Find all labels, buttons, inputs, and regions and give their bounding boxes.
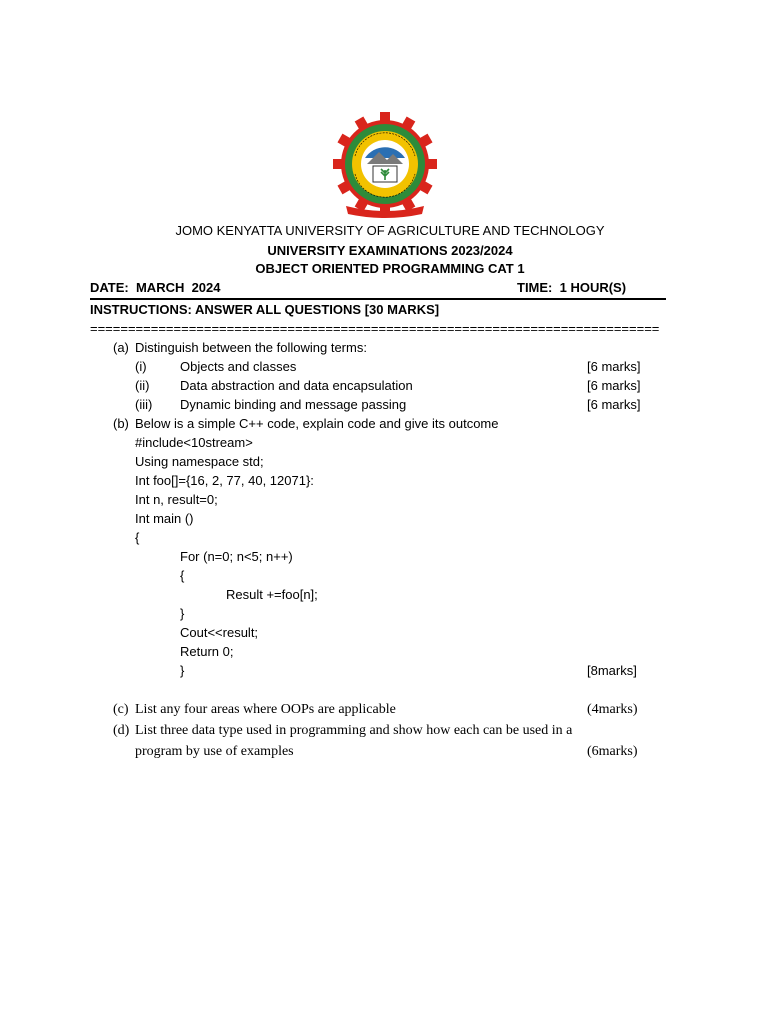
question-c-label: (c): [113, 702, 129, 717]
question-d-label: (d): [113, 723, 130, 738]
university-name: JOMO KENYATTA UNIVERSITY OF AGRICULTURE AND TECHNOLOGY: [175, 223, 605, 238]
question-c-text: List any four areas where OOPs are applicable: [135, 702, 396, 717]
code-line: }: [180, 663, 185, 678]
code-line: #include<10stream>: [135, 435, 253, 450]
code-line: Result +=foo[n];: [226, 587, 318, 602]
code-line: Using namespace std;: [135, 454, 264, 469]
code-line: For (n=0; n<5; n++): [180, 549, 293, 564]
code-line: Return 0;: [180, 644, 234, 659]
question-b-marks: [8marks]: [587, 663, 637, 678]
question-b-label: (b): [113, 416, 129, 431]
question-b-text: Below is a simple C++ code, explain code and give its outcome: [135, 416, 499, 431]
course-title: OBJECT ORIENTED PROGRAMMING CAT 1: [255, 261, 525, 276]
question-d-text-line1: List three data type used in programming and show how each can be used in a: [135, 723, 573, 738]
code-line: }: [180, 606, 185, 621]
code-line: Int n, result=0;: [135, 492, 218, 507]
code-line: Cout<<result;: [180, 625, 259, 640]
instructions: INSTRUCTIONS: ANSWER ALL QUESTIONS [30 MARKS]: [90, 302, 440, 317]
question-c-marks: (4marks): [587, 702, 638, 717]
question-a-text: Distinguish between the following terms:: [135, 340, 367, 355]
question-a-ii-text: Data abstraction and data encapsulation: [180, 378, 413, 393]
code-line: {: [135, 530, 140, 545]
university-logo: [330, 112, 440, 220]
exam-time: TIME: 1 HOUR(S): [517, 280, 627, 295]
separator-line: ===========================================================================: [90, 321, 660, 336]
question-a-ii-marks: [6 marks]: [587, 378, 641, 393]
code-line: {: [180, 568, 185, 583]
code-line: Int main (): [135, 511, 194, 526]
question-a-iii-num: (iii): [135, 397, 153, 412]
question-a-iii-marks: [6 marks]: [587, 397, 641, 412]
question-a-i-marks: [6 marks]: [587, 359, 641, 374]
question-d-text-line2: program by use of examples: [135, 744, 294, 759]
question-a-iii-text: Dynamic binding and message passing: [180, 397, 407, 412]
question-a-ii-num: (ii): [135, 378, 150, 393]
exam-title: UNIVERSITY EXAMINATIONS 2023/2024: [267, 243, 513, 258]
question-a-label: (a): [113, 340, 129, 355]
question-a-i-text: Objects and classes: [180, 359, 297, 374]
header-rule: [90, 298, 666, 300]
code-line: Int foo[]={16, 2, 77, 40, 12071}:: [135, 473, 314, 488]
exam-date: DATE: MARCH 2024: [90, 280, 221, 295]
question-a-i-num: (i): [135, 359, 147, 374]
question-d-marks: (6marks): [587, 744, 638, 759]
